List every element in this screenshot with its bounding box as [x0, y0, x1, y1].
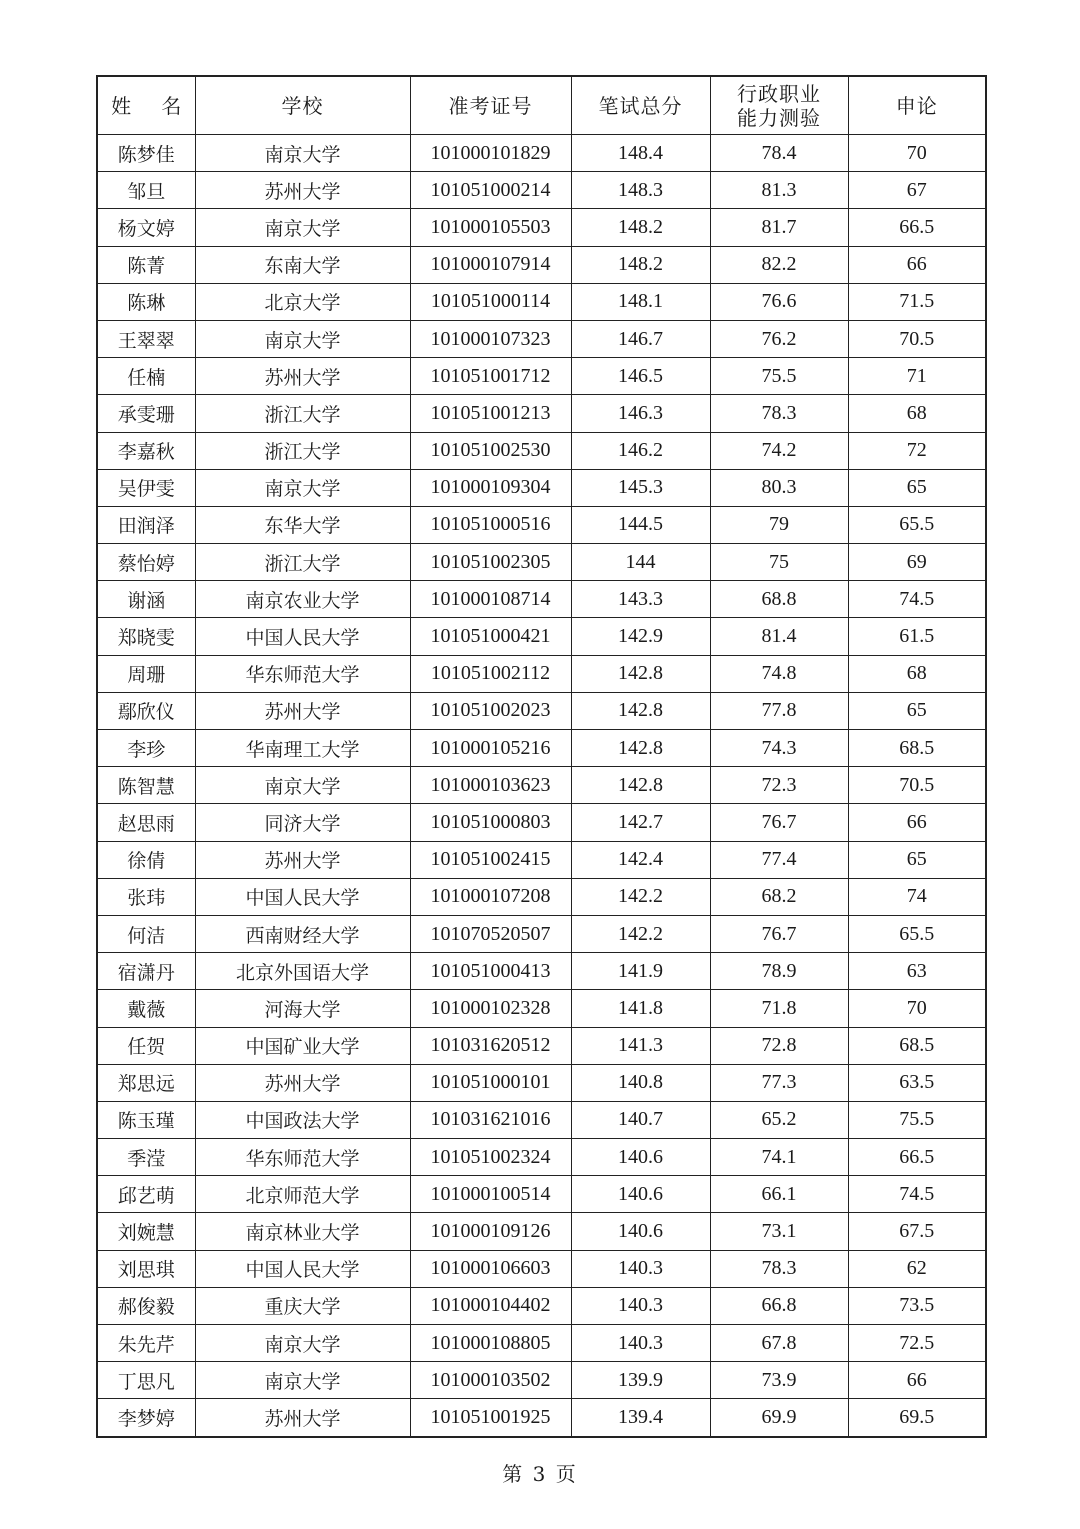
table-row	[97, 953, 986, 990]
table-row	[97, 283, 986, 320]
cell-exam-id: 101000106603	[410, 1250, 571, 1287]
cell-written-total: 146.7	[571, 320, 710, 357]
cell-xingce: 68.8	[710, 581, 848, 618]
cell-exam-id: 101000103502	[410, 1362, 571, 1399]
cell-exam-id: 101000105503	[410, 209, 571, 246]
cell-shenlun: 70	[848, 135, 986, 172]
cell-shenlun: 66	[848, 1362, 986, 1399]
cell-shenlun: 66.5	[848, 209, 986, 246]
table-row	[97, 1139, 986, 1176]
cell-school: 浙江大学	[195, 432, 410, 469]
cell-written-total: 148.1	[571, 283, 710, 320]
header-exam-id: 准考证号	[410, 76, 571, 135]
cell-shenlun: 69.5	[848, 1399, 986, 1437]
cell-exam-id: 101051000214	[410, 172, 571, 209]
cell-shenlun: 65	[848, 841, 986, 878]
cell-written-total: 141.9	[571, 953, 710, 990]
table-row	[97, 1101, 986, 1138]
cell-name: 郝俊毅	[97, 1287, 195, 1324]
cell-written-total: 141.8	[571, 990, 710, 1027]
cell-exam-id: 101051001925	[410, 1399, 571, 1437]
cell-school: 南京大学	[195, 320, 410, 357]
cell-written-total: 142.4	[571, 841, 710, 878]
cell-written-total: 148.3	[571, 172, 710, 209]
cell-exam-id: 101000107208	[410, 878, 571, 915]
cell-written-total: 140.6	[571, 1176, 710, 1213]
table-row	[97, 246, 986, 283]
table-row	[97, 209, 986, 246]
cell-shenlun: 65.5	[848, 915, 986, 952]
cell-exam-id: 101000107323	[410, 320, 571, 357]
cell-name: 赵思雨	[97, 804, 195, 841]
cell-shenlun: 66.5	[848, 1139, 986, 1176]
cell-school: 南京大学	[195, 1325, 410, 1362]
cell-school: 南京林业大学	[195, 1213, 410, 1250]
cell-school: 华东师范大学	[195, 1139, 410, 1176]
header-name: 姓 名	[97, 76, 195, 135]
cell-written-total: 148.2	[571, 209, 710, 246]
cell-written-total: 142.8	[571, 730, 710, 767]
cell-name: 杨文婷	[97, 209, 195, 246]
cell-xingce: 74.8	[710, 655, 848, 692]
cell-xingce: 73.1	[710, 1213, 848, 1250]
cell-name: 李嘉秋	[97, 432, 195, 469]
cell-shenlun: 72	[848, 432, 986, 469]
cell-school: 南京大学	[195, 135, 410, 172]
page-number: 第 3 页	[502, 1462, 578, 1486]
cell-school: 华东师范大学	[195, 655, 410, 692]
cell-written-total: 145.3	[571, 469, 710, 506]
cell-name: 蔡怡婷	[97, 544, 195, 581]
cell-xingce: 77.4	[710, 841, 848, 878]
cell-xingce: 74.1	[710, 1139, 848, 1176]
cell-name: 刘婉慧	[97, 1213, 195, 1250]
cell-shenlun: 63.5	[848, 1064, 986, 1101]
table-row	[97, 1213, 986, 1250]
cell-xingce: 78.4	[710, 135, 848, 172]
cell-exam-id: 101051002023	[410, 692, 571, 729]
cell-exam-id: 101000102328	[410, 990, 571, 1027]
cell-school: 苏州大学	[195, 172, 410, 209]
header-shenlun: 申论	[848, 76, 986, 135]
cell-exam-id: 101000103623	[410, 767, 571, 804]
cell-xingce: 81.4	[710, 618, 848, 655]
table-body	[97, 135, 986, 1437]
table-row	[97, 1362, 986, 1399]
header-written-total: 笔试总分	[571, 76, 710, 135]
cell-name: 李梦婷	[97, 1399, 195, 1437]
cell-name: 戴薇	[97, 990, 195, 1027]
cell-shenlun: 65.5	[848, 506, 986, 543]
cell-exam-id: 101070520507	[410, 915, 571, 952]
cell-xingce: 74.2	[710, 432, 848, 469]
table-row	[97, 432, 986, 469]
cell-xingce: 76.2	[710, 320, 848, 357]
cell-name: 张玮	[97, 878, 195, 915]
cell-name: 徐倩	[97, 841, 195, 878]
cell-name: 任楠	[97, 358, 195, 395]
cell-name: 陈玉瑾	[97, 1101, 195, 1138]
cell-xingce: 71.8	[710, 990, 848, 1027]
cell-exam-id: 101031621016	[410, 1101, 571, 1138]
cell-written-total: 146.3	[571, 395, 710, 432]
cell-exam-id: 101051002112	[410, 655, 571, 692]
cell-school: 苏州大学	[195, 1064, 410, 1101]
cell-xingce: 76.7	[710, 915, 848, 952]
table-row	[97, 1287, 986, 1324]
cell-xingce: 81.7	[710, 209, 848, 246]
table-row	[97, 618, 986, 655]
cell-exam-id: 101000109304	[410, 469, 571, 506]
table-row	[97, 767, 986, 804]
cell-exam-id: 101000108714	[410, 581, 571, 618]
cell-school: 北京外国语大学	[195, 953, 410, 990]
table-row	[97, 841, 986, 878]
cell-xingce: 79	[710, 506, 848, 543]
table-row	[97, 358, 986, 395]
cell-xingce: 69.9	[710, 1399, 848, 1437]
table-row	[97, 469, 986, 506]
cell-exam-id: 101051000803	[410, 804, 571, 841]
cell-shenlun: 71.5	[848, 283, 986, 320]
cell-written-total: 141.3	[571, 1027, 710, 1064]
cell-written-total: 142.2	[571, 915, 710, 952]
table-header	[97, 76, 986, 135]
cell-xingce: 67.8	[710, 1325, 848, 1362]
cell-written-total: 140.6	[571, 1213, 710, 1250]
cell-xingce: 81.3	[710, 172, 848, 209]
cell-name: 承雯珊	[97, 395, 195, 432]
cell-exam-id: 101000101829	[410, 135, 571, 172]
table-row	[97, 1399, 986, 1437]
cell-written-total: 140.3	[571, 1325, 710, 1362]
cell-school: 浙江大学	[195, 395, 410, 432]
cell-xingce: 75.5	[710, 358, 848, 395]
cell-exam-id: 101051002530	[410, 432, 571, 469]
cell-shenlun: 68	[848, 395, 986, 432]
cell-school: 同济大学	[195, 804, 410, 841]
cell-name: 何洁	[97, 915, 195, 952]
table-row	[97, 135, 986, 172]
cell-exam-id: 101000104402	[410, 1287, 571, 1324]
cell-name: 郑思远	[97, 1064, 195, 1101]
table-row	[97, 730, 986, 767]
cell-name: 刘思琪	[97, 1250, 195, 1287]
cell-school: 北京师范大学	[195, 1176, 410, 1213]
cell-shenlun: 62	[848, 1250, 986, 1287]
cell-exam-id: 101000107914	[410, 246, 571, 283]
table-row	[97, 1250, 986, 1287]
cell-xingce: 68.2	[710, 878, 848, 915]
cell-written-total: 140.3	[571, 1287, 710, 1324]
cell-school: 苏州大学	[195, 1399, 410, 1437]
cell-exam-id: 101051001712	[410, 358, 571, 395]
cell-shenlun: 66	[848, 804, 986, 841]
cell-exam-id: 101000109126	[410, 1213, 571, 1250]
table-row	[97, 172, 986, 209]
header-xingce	[710, 76, 848, 135]
cell-xingce: 78.3	[710, 1250, 848, 1287]
cell-xingce: 77.3	[710, 1064, 848, 1101]
cell-name: 朱先芹	[97, 1325, 195, 1362]
cell-written-total: 139.4	[571, 1399, 710, 1437]
cell-written-total: 142.8	[571, 767, 710, 804]
cell-exam-id: 101051000114	[410, 283, 571, 320]
cell-school: 华南理工大学	[195, 730, 410, 767]
cell-school: 北京大学	[195, 283, 410, 320]
cell-school: 南京大学	[195, 767, 410, 804]
header-xingce-line1: 行政职业	[737, 81, 821, 106]
cell-name: 周珊	[97, 655, 195, 692]
cell-school: 中国矿业大学	[195, 1027, 410, 1064]
table-row	[97, 915, 986, 952]
cell-written-total: 140.3	[571, 1250, 710, 1287]
table-row	[97, 544, 986, 581]
table-row	[97, 692, 986, 729]
cell-xingce: 78.9	[710, 953, 848, 990]
cell-name: 鄢欣仪	[97, 692, 195, 729]
table-row	[97, 655, 986, 692]
cell-school: 西南财经大学	[195, 915, 410, 952]
table-row	[97, 1176, 986, 1213]
cell-written-total: 142.2	[571, 878, 710, 915]
cell-written-total: 144.5	[571, 506, 710, 543]
cell-shenlun: 63	[848, 953, 986, 990]
cell-school: 中国人民大学	[195, 878, 410, 915]
cell-shenlun: 70.5	[848, 320, 986, 357]
cell-written-total: 142.9	[571, 618, 710, 655]
cell-exam-id: 101051000516	[410, 506, 571, 543]
cell-school: 东华大学	[195, 506, 410, 543]
cell-school: 重庆大学	[195, 1287, 410, 1324]
table-row	[97, 990, 986, 1027]
cell-name: 吴伊雯	[97, 469, 195, 506]
cell-school: 南京大学	[195, 209, 410, 246]
cell-written-total: 139.9	[571, 1362, 710, 1399]
cell-exam-id: 101051002305	[410, 544, 571, 581]
cell-exam-id: 101000108805	[410, 1325, 571, 1362]
cell-written-total: 142.8	[571, 692, 710, 729]
cell-name: 陈智慧	[97, 767, 195, 804]
cell-shenlun: 69	[848, 544, 986, 581]
table-row	[97, 804, 986, 841]
header-xingce-line2: 能力测验	[737, 105, 821, 130]
cell-xingce: 76.6	[710, 283, 848, 320]
cell-shenlun: 70.5	[848, 767, 986, 804]
cell-xingce: 76.7	[710, 804, 848, 841]
cell-school: 南京农业大学	[195, 581, 410, 618]
cell-xingce: 72.8	[710, 1027, 848, 1064]
cell-written-total: 146.2	[571, 432, 710, 469]
cell-written-total: 148.4	[571, 135, 710, 172]
table-row	[97, 395, 986, 432]
cell-school: 苏州大学	[195, 692, 410, 729]
cell-shenlun: 74.5	[848, 1176, 986, 1213]
cell-school: 苏州大学	[195, 358, 410, 395]
cell-written-total: 140.8	[571, 1064, 710, 1101]
cell-xingce: 66.8	[710, 1287, 848, 1324]
cell-exam-id: 101051002415	[410, 841, 571, 878]
cell-school: 中国人民大学	[195, 1250, 410, 1287]
cell-written-total: 148.2	[571, 246, 710, 283]
cell-exam-id: 101051000413	[410, 953, 571, 990]
cell-exam-id: 101000100514	[410, 1176, 571, 1213]
cell-school: 南京大学	[195, 469, 410, 506]
cell-shenlun: 73.5	[848, 1287, 986, 1324]
cell-written-total: 146.5	[571, 358, 710, 395]
cell-xingce: 82.2	[710, 246, 848, 283]
cell-shenlun: 65	[848, 692, 986, 729]
header-school: 学校	[195, 76, 410, 135]
cell-xingce: 74.3	[710, 730, 848, 767]
cell-shenlun: 61.5	[848, 618, 986, 655]
cell-name: 任贺	[97, 1027, 195, 1064]
cell-name: 谢涵	[97, 581, 195, 618]
cell-school: 苏州大学	[195, 841, 410, 878]
cell-school: 中国政法大学	[195, 1101, 410, 1138]
cell-shenlun: 68.5	[848, 1027, 986, 1064]
cell-school: 南京大学	[195, 1362, 410, 1399]
cell-shenlun: 74	[848, 878, 986, 915]
cell-xingce: 66.1	[710, 1176, 848, 1213]
cell-shenlun: 66	[848, 246, 986, 283]
cell-school: 东南大学	[195, 246, 410, 283]
cell-xingce: 75	[710, 544, 848, 581]
cell-exam-id: 101031620512	[410, 1027, 571, 1064]
cell-written-total: 142.7	[571, 804, 710, 841]
score-table	[96, 75, 987, 1438]
cell-shenlun: 67	[848, 172, 986, 209]
cell-name: 宿潇丹	[97, 953, 195, 990]
cell-xingce: 73.9	[710, 1362, 848, 1399]
cell-written-total: 140.6	[571, 1139, 710, 1176]
cell-school: 浙江大学	[195, 544, 410, 581]
cell-shenlun: 65	[848, 469, 986, 506]
cell-shenlun: 75.5	[848, 1101, 986, 1138]
cell-exam-id: 101051001213	[410, 395, 571, 432]
cell-name: 陈梦佳	[97, 135, 195, 172]
table-row	[97, 506, 986, 543]
cell-xingce: 72.3	[710, 767, 848, 804]
cell-xingce: 77.8	[710, 692, 848, 729]
cell-written-total: 142.8	[571, 655, 710, 692]
header-row	[97, 76, 986, 135]
table-row	[97, 320, 986, 357]
table-row	[97, 1064, 986, 1101]
cell-exam-id: 101051000101	[410, 1064, 571, 1101]
cell-name: 郑晓雯	[97, 618, 195, 655]
table-row	[97, 878, 986, 915]
cell-written-total: 143.3	[571, 581, 710, 618]
cell-name: 陈琳	[97, 283, 195, 320]
cell-name: 李珍	[97, 730, 195, 767]
cell-school: 河海大学	[195, 990, 410, 1027]
cell-name: 邹旦	[97, 172, 195, 209]
table-row	[97, 1027, 986, 1064]
cell-xingce: 80.3	[710, 469, 848, 506]
cell-shenlun: 68.5	[848, 730, 986, 767]
cell-shenlun: 74.5	[848, 581, 986, 618]
cell-written-total: 140.7	[571, 1101, 710, 1138]
table-row	[97, 1325, 986, 1362]
cell-name: 王翠翠	[97, 320, 195, 357]
cell-shenlun: 71	[848, 358, 986, 395]
cell-school: 中国人民大学	[195, 618, 410, 655]
cell-xingce: 78.3	[710, 395, 848, 432]
cell-exam-id: 101051002324	[410, 1139, 571, 1176]
cell-shenlun: 67.5	[848, 1213, 986, 1250]
table-row	[97, 581, 986, 618]
cell-shenlun: 68	[848, 655, 986, 692]
cell-exam-id: 101000105216	[410, 730, 571, 767]
cell-name: 田润泽	[97, 506, 195, 543]
cell-name: 季滢	[97, 1139, 195, 1176]
cell-written-total: 144	[571, 544, 710, 581]
cell-name: 陈菁	[97, 246, 195, 283]
cell-xingce: 65.2	[710, 1101, 848, 1138]
cell-shenlun: 72.5	[848, 1325, 986, 1362]
cell-exam-id: 101051000421	[410, 618, 571, 655]
cell-name: 丁思凡	[97, 1362, 195, 1399]
cell-shenlun: 70	[848, 990, 986, 1027]
cell-name: 邱艺萌	[97, 1176, 195, 1213]
